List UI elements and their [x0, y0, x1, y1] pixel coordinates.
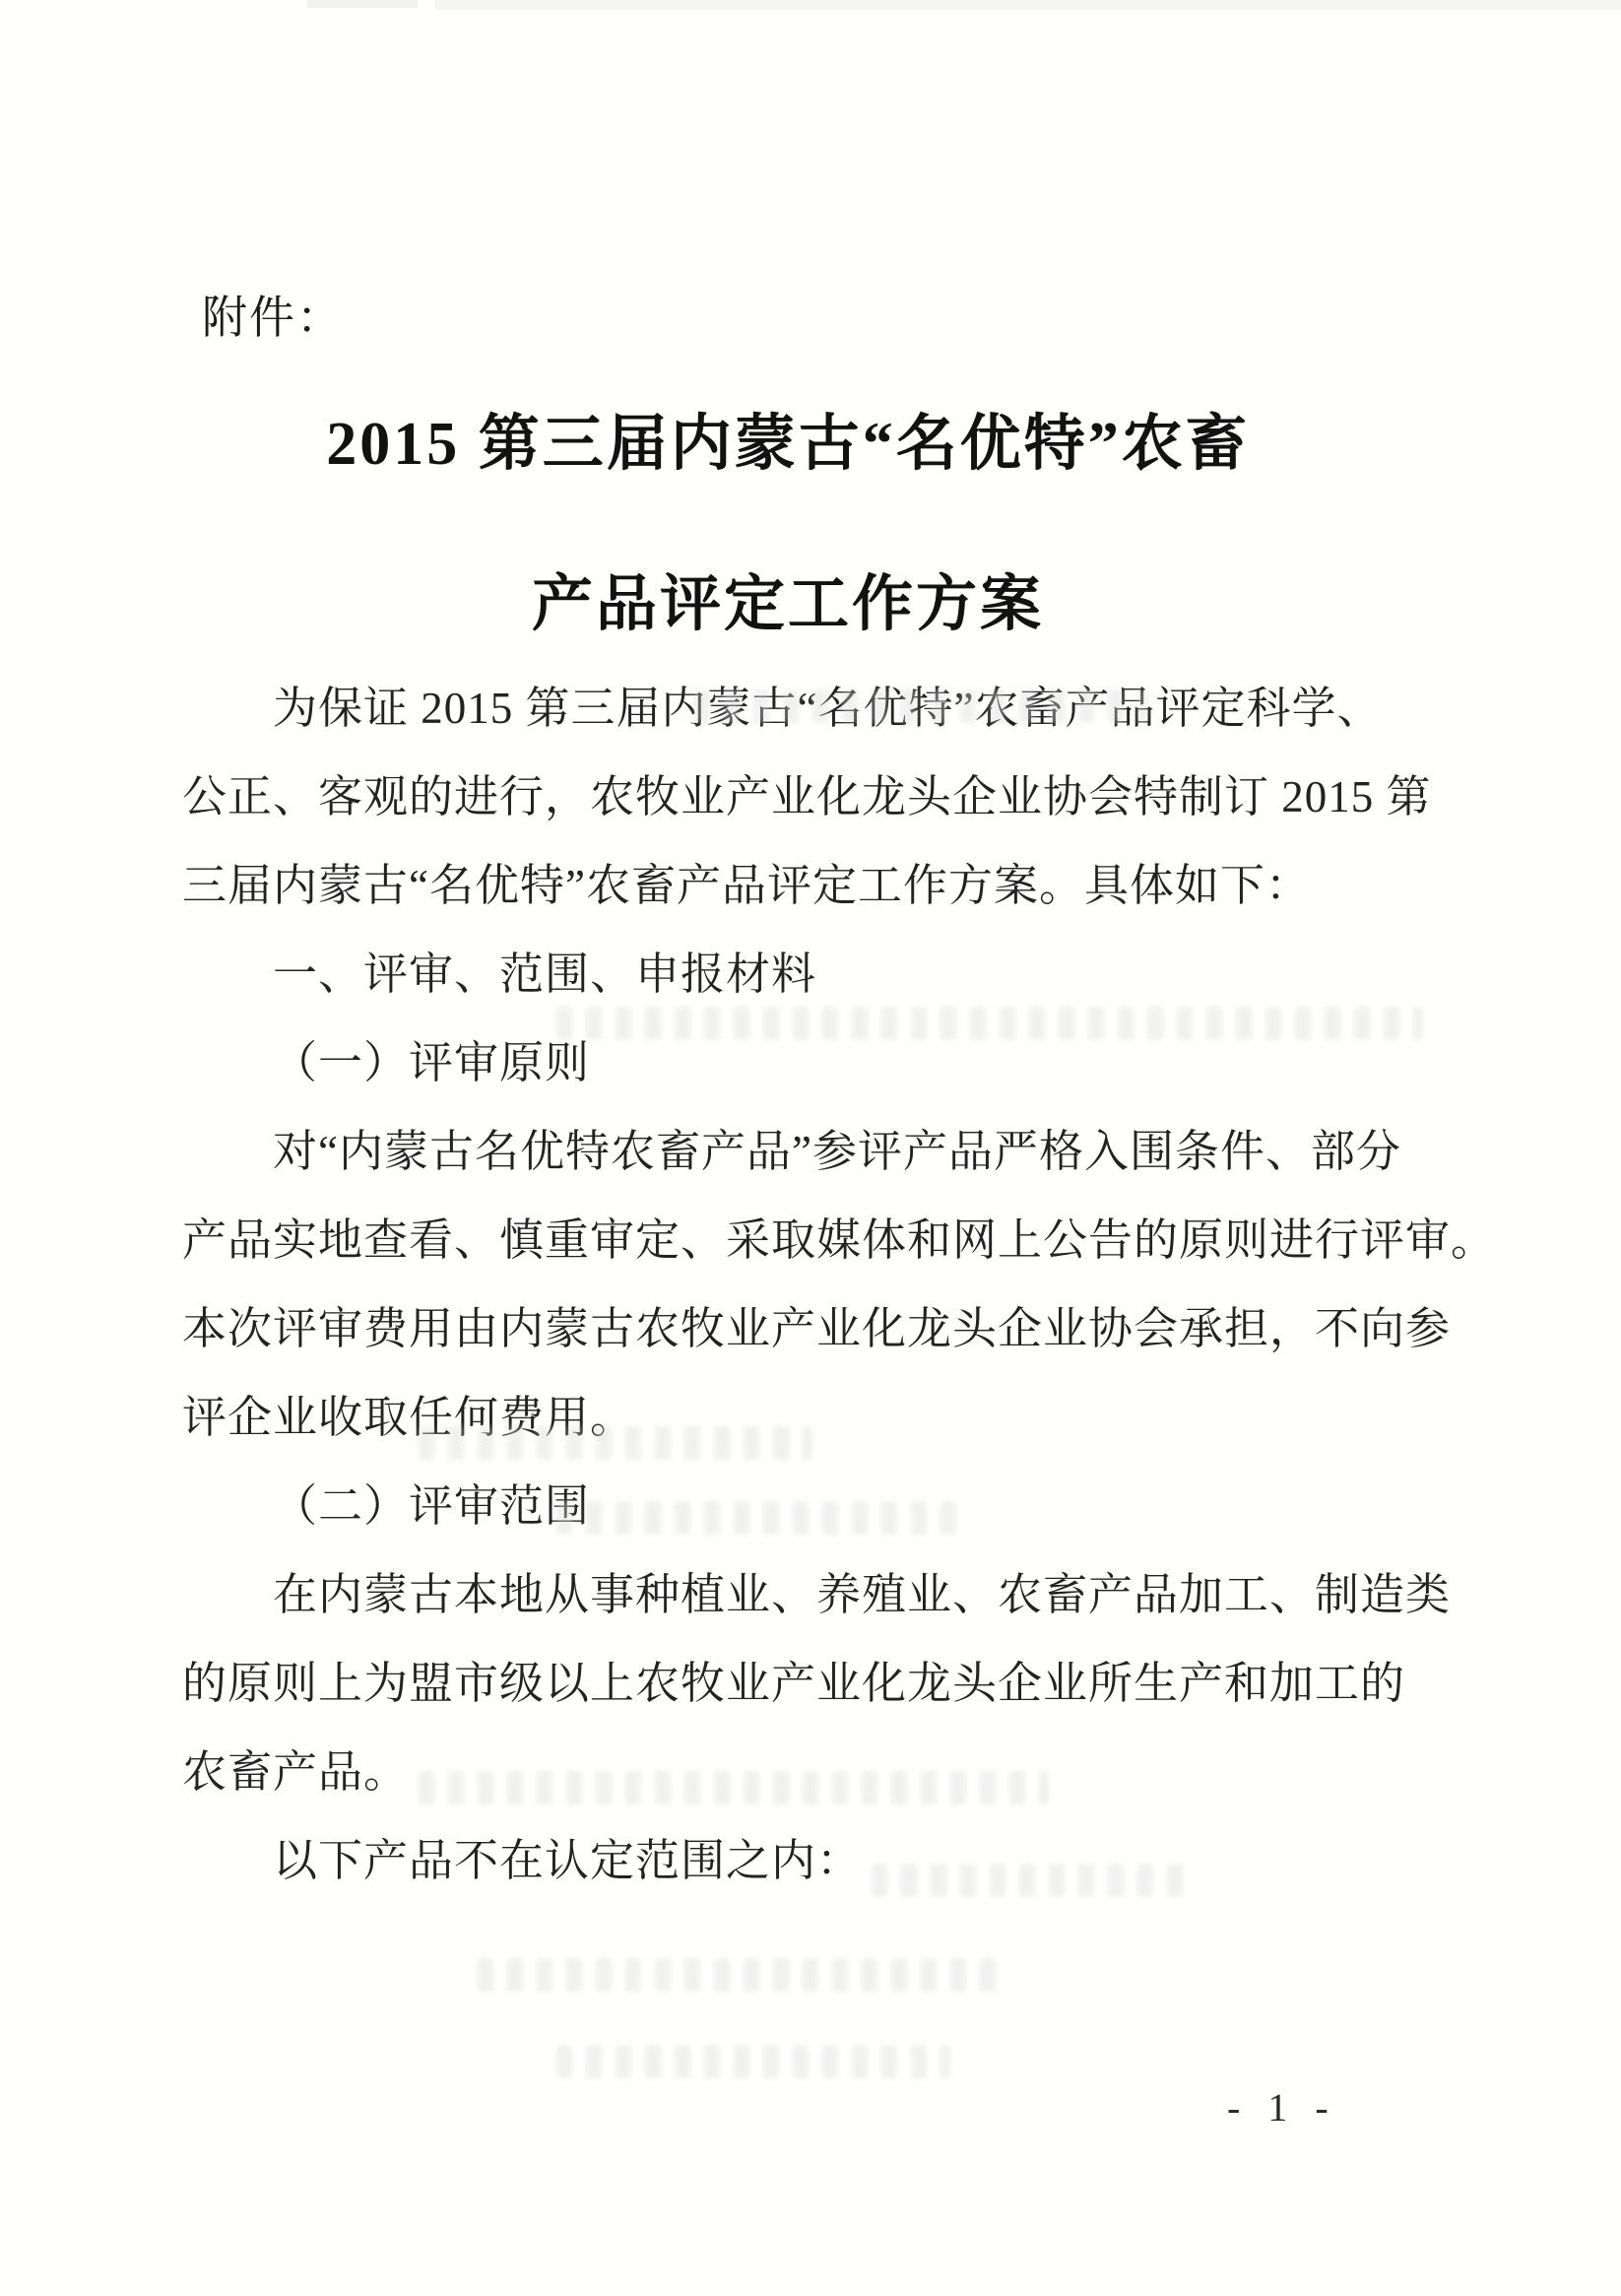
body-line: 以下产品不在认定范围之内： — [273, 1836, 863, 1885]
body-line: 本次评审费用由内蒙古农牧业产业化龙头企业协会承担，不向参 — [182, 1304, 1452, 1353]
scan-edge-artifact — [307, 0, 418, 8]
bleedthrough-smudge — [478, 1958, 1009, 1992]
body-line: （一）评审原则 — [273, 1038, 591, 1087]
page-number: - 1 - — [1227, 2085, 1337, 2130]
bleedthrough-smudge — [556, 2045, 950, 2078]
body-line: 评企业收取任何费用。 — [182, 1393, 636, 1442]
body-line: 农畜产品。 — [182, 1747, 410, 1797]
body-line: 为保证 2015 第三届内蒙古“名优特”农畜产品评定科学、 — [273, 684, 1383, 733]
document-title-line-2: 产品评定工作方案 — [531, 571, 1044, 638]
bleedthrough-smudge — [556, 1501, 960, 1535]
body-line: 在内蒙古本地从事种植业、养殖业、农畜产品加工、制造类 — [273, 1570, 1452, 1619]
bleedthrough-smudge — [872, 1864, 1187, 1897]
bleedthrough-smudge — [419, 1771, 1049, 1804]
document-body — [182, 664, 1497, 1905]
body-line: 公正、客观的进行，农牧业产业化龙头企业协会特制订 2015 第 — [182, 772, 1432, 821]
scan-edge-artifact — [434, 0, 1621, 10]
document-title-line-1: 2015 第三届内蒙古“名优特”农畜 — [326, 411, 1250, 478]
bleedthrough-smudge — [419, 1426, 812, 1460]
body-line: 一、评审、范围、申报材料 — [273, 950, 817, 999]
body-line: 的原则上为盟市级以上农牧业产业化龙头企业所生产和加工的 — [182, 1659, 1406, 1708]
bleedthrough-smudge — [556, 1007, 1423, 1040]
body-line: 产品实地查看、慎重审定、采取媒体和网上公告的原则进行评审。 — [182, 1215, 1497, 1265]
attachment-label: 附件： — [202, 292, 344, 343]
body-line: 三届内蒙古“名优特”农畜产品评定工作方案。具体如下： — [182, 861, 1311, 910]
body-line: 对“内蒙古名优特农畜产品”参评产品严格入围条件、部分 — [273, 1127, 1401, 1176]
body-line: （二）评审范围 — [273, 1481, 591, 1531]
bleedthrough-smudge — [694, 689, 1147, 723]
